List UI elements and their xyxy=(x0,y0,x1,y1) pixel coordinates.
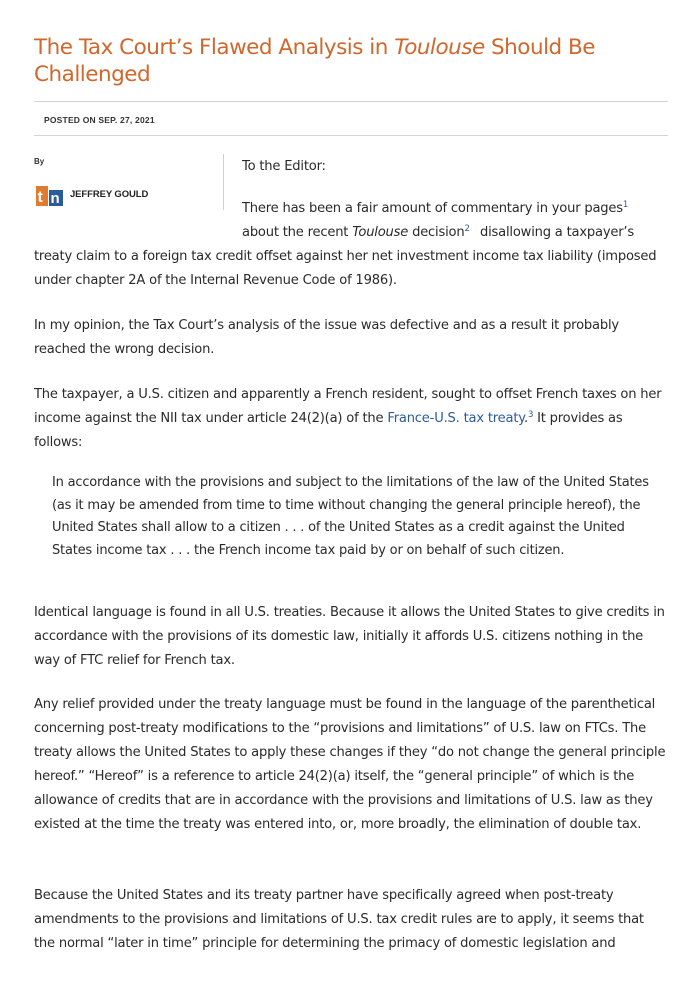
svg-text:n: n xyxy=(50,190,60,206)
p1-italic: Toulouse xyxy=(352,225,409,240)
author-name[interactable]: JEFFREY GOULD xyxy=(70,188,149,200)
by-label: By xyxy=(34,157,45,166)
article-title xyxy=(34,34,668,88)
paragraph-2: In my opinion, the Tax Court’s analysis of the issue was defective and as a result it probably reached the wrong decision. xyxy=(34,318,619,357)
paragraph-4: Identical language is found in all U.S. treaties. Because it allows the United States to give credits in accordance with the provisions of its domestic law, initially it affords U.S. citizens nothing in the way of FTC relief for French tax. xyxy=(34,605,665,668)
posted-bar xyxy=(34,101,668,136)
treaty-link[interactable]: France-U.S. tax treaty xyxy=(387,411,524,426)
p1-text-b: about the recent xyxy=(242,225,353,240)
paragraph-6: Because the United States and its treaty partner have specifically agreed when post-treaty amendments to the provisions and limitations of U.S. tax credit rules are to apply, it seems that the normal “later in time” principle for determining the primacy of domestic legislation and xyxy=(34,888,644,951)
salutation: To the Editor: xyxy=(242,159,326,174)
p1-text-c: decision xyxy=(408,225,465,240)
article-page xyxy=(34,0,668,136)
paragraph-5: Any relief provided under the treaty language must be found in the language of the parenthetical concerning post-treaty modifications to the “provisions and limitations” of U.S. law on FTCs. The treaty allows the United States to apply these changes if they “do not change the general principle hereof.” “Hereof” is a reference to article 24(2)(a) itself, the “general principle” of which is the allowance of credits that are in accordance with the provisions and limitations of U.S. law as they existed at the time the treaty was entered into, or, more broadly, the elimination of double tax. xyxy=(34,697,666,832)
footnote-3[interactable]: 3 xyxy=(527,410,534,420)
title-text-part-end: Should Be Challenged xyxy=(34,35,596,87)
footnote-2[interactable]: 2 xyxy=(464,224,470,234)
title-italic-part: Toulouse xyxy=(394,35,485,60)
treaty-quote: In accordance with the provisions and subject to the limitations of the law of the United States (as it may be amended from time to time without changing the general principle hereof), the United States shall allow to a citizen . . . of the United States as a credit against the United States income tax . . . the French income tax paid by or on behalf of such citizen. xyxy=(52,475,649,558)
title-text-part: The Tax Court’s Flawed Analysis in xyxy=(34,35,395,60)
p3-period: . xyxy=(523,411,528,426)
paragraph-3 xyxy=(34,383,668,455)
posted-date: POSTED ON SEP. 27, 2021 xyxy=(44,115,155,125)
p3-text-b: It provides as follows: xyxy=(34,411,623,450)
svg-text:t: t xyxy=(37,189,43,206)
paragraph-1 xyxy=(34,197,668,317)
p1-text-a: There has been a fair amount of commentary in your pages xyxy=(242,201,623,216)
p1-text-d: disallowing a taxpayer’s treaty claim to a foreign tax credit offset against her net investment income tax liability (imposed under chapter 2A of the Internal Revenue Code of 1986). xyxy=(34,225,657,288)
footnote-1[interactable]: 1 xyxy=(622,200,629,210)
p3-text-a: The taxpayer, a U.S. citizen and apparently a French resident, sought to offset French taxes on her income against the NII tax under article 24(2)(a) of the xyxy=(34,387,662,426)
